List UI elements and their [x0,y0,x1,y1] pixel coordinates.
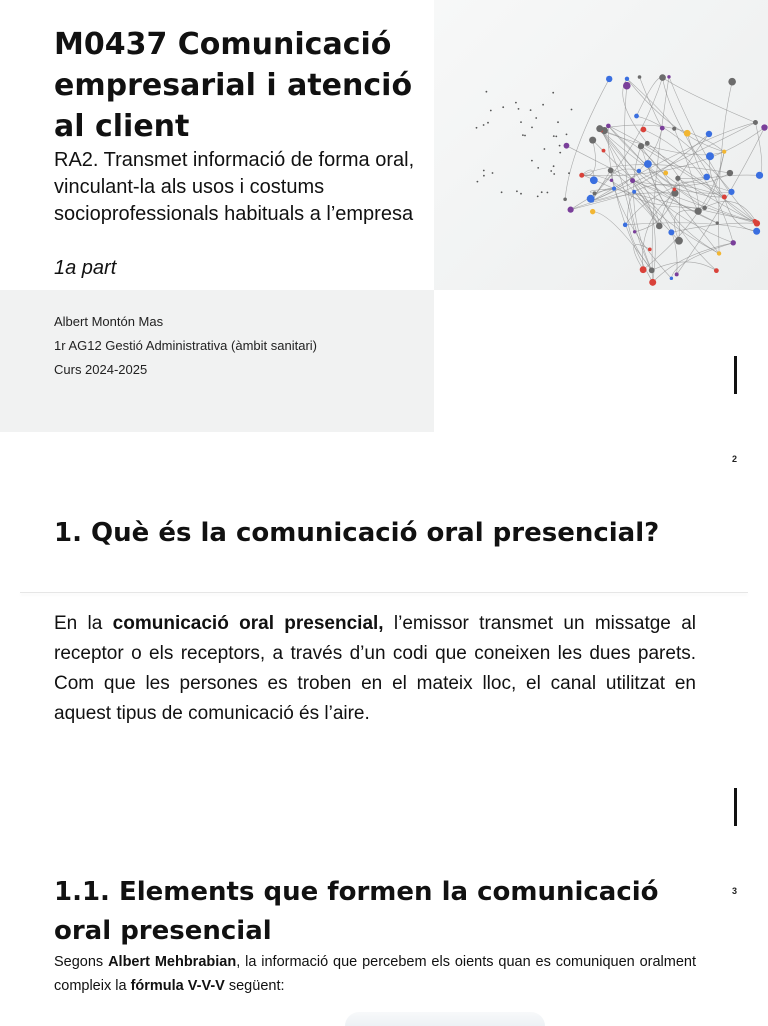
network-line [663,78,756,123]
heading-divider [20,592,748,593]
network-node [731,240,736,245]
network-particle [483,175,485,177]
paragraph-text: , la informació que percebem els oients quan es comuniquen oralment compleix la [54,954,696,994]
network-particle [518,108,520,110]
network-particle [487,122,489,124]
network-line [637,77,663,116]
page-number: 2 [732,454,738,464]
network-node [591,199,594,202]
network-particle [476,127,478,129]
network-node [660,126,665,131]
network-particle [490,110,492,112]
network-particle [553,173,555,175]
network-node [590,209,595,214]
network-node [640,266,647,273]
slide-part-label: 1a part [54,257,117,279]
network-particle [520,193,522,195]
network-node [684,130,691,137]
network-particle [566,134,568,136]
network-node [645,141,650,146]
network-node [564,143,570,149]
network-node [659,74,666,81]
network-particle [516,190,518,192]
network-line [627,79,724,152]
paragraph-bold-term: Albert Mehbrabian [108,954,237,970]
network-particle [483,124,485,126]
network-particle [555,136,557,138]
section-heading: 1. Què és la comunicació oral presencial? [54,518,660,548]
network-node [703,174,710,181]
network-particle [537,167,539,169]
network-particle [547,192,549,194]
network-node [728,78,736,86]
network-line [669,77,755,221]
network-particle [483,170,485,172]
network-node [673,188,677,192]
slide-title: M0437 Comunicació empresarial i atenció al client [54,27,413,144]
network-node [610,179,613,182]
author-name: Albert Montón Mas [54,314,164,329]
network-node [761,124,767,130]
network-particle [559,145,561,147]
network-line [624,86,651,271]
network-node [630,178,635,183]
network-particle [522,134,524,136]
network-node [593,191,597,195]
network-particle [552,92,554,94]
network-node [706,152,714,160]
network-particle [520,121,522,123]
network-node [717,251,721,255]
network-particle [550,170,552,172]
network-particle [535,117,537,119]
network-globe-icon [434,0,768,290]
network-node [667,75,670,78]
network-node [753,228,760,235]
network-node [716,221,719,224]
network-particle [502,106,504,108]
network-particle [553,165,555,167]
network-node [648,248,652,252]
network-node [623,82,631,90]
network-node [675,237,683,245]
course-year: Curs 2024-2025 [54,362,148,377]
network-node [625,77,629,81]
network-particle [515,102,517,104]
network-node [606,124,611,129]
network-node [663,171,668,176]
network-node [632,190,636,194]
network-node [608,168,614,174]
network-particle [557,121,559,123]
network-node [722,194,727,199]
slide-separator-bar [734,788,737,826]
network-line [674,210,698,241]
network-node [714,268,719,273]
paragraph-text: Segons [54,954,109,970]
network-node [649,279,656,286]
paragraph-text: següent: [224,978,285,994]
network-node [612,187,616,191]
network-node [563,197,567,201]
network-line [600,129,705,208]
network-node [672,127,676,131]
network-particle [568,172,570,174]
network-node [633,230,636,233]
subsection-heading: 1.1. Elements que formen la comunicació oral presencial [54,877,659,946]
network-node [649,267,655,273]
network-particle [571,109,573,111]
network-particle [542,104,544,106]
network-node [637,169,641,173]
network-globe-image [434,0,768,290]
network-node [695,208,702,215]
network-node [753,120,758,125]
network-node [656,223,663,230]
network-node [638,75,642,79]
network-node [756,172,763,179]
network-node [602,149,606,153]
network-node [668,229,674,235]
network-particle [531,160,533,162]
network-node [727,170,733,176]
slide-subtitle: RA2. Transmet informació de forma oral, vinculant-la als usos i costums socioprofessionals habituals a l’empresa [54,149,415,225]
paragraph-bold-term: comunicació oral presencial, [112,613,384,634]
paragraph-text: En la [54,613,113,634]
network-line [571,192,635,210]
network-particle [492,172,494,174]
network-line [565,79,609,199]
network-particle [477,181,479,183]
network-line [678,178,680,240]
network-node [754,220,760,226]
network-particle [553,135,555,137]
network-line [592,168,612,201]
author-info-panel [0,290,434,432]
network-particle [486,91,488,93]
network-line [663,78,725,197]
network-node [722,150,726,154]
paragraph-text: l’emissor transmet un missatge al receptor o els receptors, a través d’un codi que coneixen les dues parets. Com que les persones es troben en el mateix lloc, el canal utilitzat en aquest tipus de comunicació és l’aire. [54,613,696,724]
paragraph-bold-term: fórmula V-V-V [130,978,225,994]
page-number: 3 [732,886,738,896]
network-particle [559,152,561,154]
network-node [670,277,673,280]
network-node [590,176,598,184]
network-line [647,143,698,211]
network-line [671,243,733,279]
network-particle [531,127,533,129]
network-node [702,206,707,211]
network-node [675,272,679,276]
network-particle [501,191,503,193]
network-node [641,127,647,133]
network-node [606,76,612,82]
network-node [596,125,603,132]
network-node [638,143,644,149]
slide-separator-bar [734,356,737,394]
network-particle [544,148,546,150]
network-node [675,176,680,181]
network-node [634,114,639,119]
network-node [589,137,596,144]
course-name: 1r AG12 Gestió Administrativa (àmbit sanitari) [54,338,317,353]
network-node [644,160,652,168]
network-particle [541,191,543,193]
network-line [652,77,669,283]
body-paragraph [54,950,696,998]
network-particle [537,196,539,198]
network-line [625,223,756,231]
body-paragraph [54,609,696,729]
network-node [568,207,574,213]
network-particle [524,135,526,137]
network-node [728,189,734,195]
network-node [623,223,628,228]
network-node [579,173,584,178]
network-particle [530,109,532,111]
network-line [593,212,652,271]
network-node [706,131,712,137]
